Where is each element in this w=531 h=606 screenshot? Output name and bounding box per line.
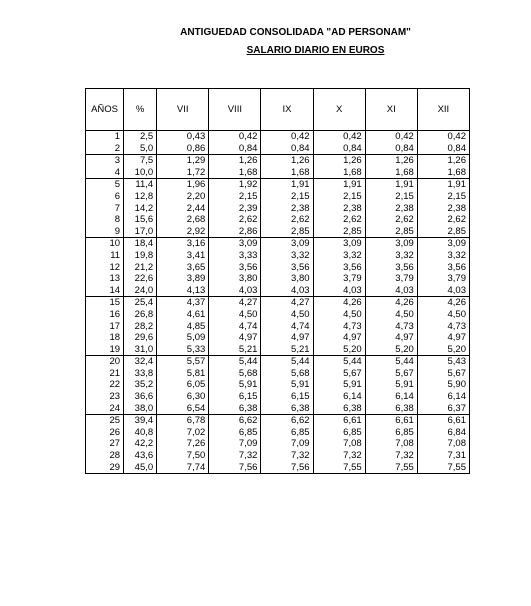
- table-cell: 6,30: [157, 391, 209, 403]
- table-cell: 26: [86, 427, 124, 439]
- table-cell: 1,68: [313, 167, 365, 179]
- table-cell: 5,0: [124, 143, 157, 155]
- table-cell: 5,67: [313, 368, 365, 380]
- table-cell: 6,84: [417, 427, 469, 439]
- table-cell: 6,15: [209, 391, 261, 403]
- table-row: [86, 155, 470, 167]
- table-cell: 36,6: [124, 391, 157, 403]
- table-cell: 21: [86, 368, 124, 380]
- table-row: [86, 250, 470, 262]
- table-cell: 17: [86, 321, 124, 333]
- table-cell: 6,37: [417, 403, 469, 415]
- table-cell: 0,84: [261, 143, 313, 155]
- table-cell: 1,91: [261, 179, 313, 191]
- table-row: [86, 238, 470, 250]
- table-cell: 7,32: [261, 450, 313, 462]
- table-row: [86, 356, 470, 368]
- table-cell: 7,55: [417, 462, 469, 474]
- table-row: [86, 427, 470, 439]
- table-cell: 0,42: [261, 131, 313, 143]
- table-cell: 1,26: [313, 155, 365, 167]
- table-cell: 2,44: [157, 203, 209, 215]
- table-cell: 5,43: [417, 356, 469, 368]
- table-cell: 3: [86, 155, 124, 167]
- table-cell: 2: [86, 143, 124, 155]
- table-cell: 4,74: [261, 321, 313, 333]
- table-cell: 1,68: [261, 167, 313, 179]
- table-cell: 3,56: [209, 262, 261, 274]
- table-cell: 4,61: [157, 309, 209, 321]
- table-cell: 10,0: [124, 167, 157, 179]
- table-cell: 6,85: [365, 427, 417, 439]
- header-vii: VII: [157, 89, 209, 131]
- table-cell: 2,86: [209, 226, 261, 238]
- table-cell: 1,29: [157, 155, 209, 167]
- table-cell: 7: [86, 203, 124, 215]
- table-cell: 5,91: [365, 379, 417, 391]
- table-cell: 5,09: [157, 332, 209, 344]
- header-anos: AÑOS: [86, 89, 124, 131]
- table-cell: 4,74: [209, 321, 261, 333]
- table-cell: 32,4: [124, 356, 157, 368]
- header-percent: %: [124, 89, 157, 131]
- table-cell: 0,43: [157, 131, 209, 143]
- header-x: X: [313, 89, 365, 131]
- table-cell: 10: [86, 238, 124, 250]
- table-cell: 1,91: [365, 179, 417, 191]
- table-cell: 35,2: [124, 379, 157, 391]
- table-cell: 1,26: [209, 155, 261, 167]
- table-cell: 6,14: [417, 391, 469, 403]
- table-cell: 2,85: [313, 226, 365, 238]
- table-cell: 5,44: [209, 356, 261, 368]
- table-cell: 7,74: [157, 462, 209, 474]
- document-subtitle: [0, 45, 531, 56]
- table-cell: 7,55: [313, 462, 365, 474]
- table-cell: 6,38: [209, 403, 261, 415]
- table-cell: 7,55: [365, 462, 417, 474]
- table-cell: 5,68: [261, 368, 313, 380]
- table-cell: 43,6: [124, 450, 157, 462]
- table-row: [86, 273, 470, 285]
- table-cell: 0,42: [209, 131, 261, 143]
- table-cell: 4,50: [209, 309, 261, 321]
- salary-table: [85, 88, 470, 474]
- table-cell: 3,56: [313, 262, 365, 274]
- table-cell: 4,73: [365, 321, 417, 333]
- table-cell: 4,03: [313, 285, 365, 297]
- table-cell: 2,38: [417, 203, 469, 215]
- table-cell: 7,08: [313, 438, 365, 450]
- table-cell: 38,0: [124, 403, 157, 415]
- table-cell: 3,32: [313, 250, 365, 262]
- table-row: [86, 191, 470, 203]
- table-cell: 0,84: [417, 143, 469, 155]
- table-cell: 2,85: [261, 226, 313, 238]
- table-cell: 1,92: [209, 179, 261, 191]
- table-cell: 6,62: [209, 415, 261, 427]
- table-cell: 3,32: [417, 250, 469, 262]
- table-cell: 22,6: [124, 273, 157, 285]
- table-cell: 5,44: [261, 356, 313, 368]
- table-cell: 8: [86, 214, 124, 226]
- table-cell: 5,91: [261, 379, 313, 391]
- table-cell: 5,67: [365, 368, 417, 380]
- table-cell: 5,20: [365, 344, 417, 356]
- table-row: [86, 332, 470, 344]
- table-cell: 3,80: [209, 273, 261, 285]
- table-cell: 11: [86, 250, 124, 262]
- table-cell: 3,56: [417, 262, 469, 274]
- table-cell: 2,15: [417, 191, 469, 203]
- table-cell: 3,09: [365, 238, 417, 250]
- table-cell: 4,73: [417, 321, 469, 333]
- table-cell: 2,68: [157, 214, 209, 226]
- table-cell: 3,09: [417, 238, 469, 250]
- table-cell: 14,2: [124, 203, 157, 215]
- table-cell: 5,91: [209, 379, 261, 391]
- table-cell: 1,96: [157, 179, 209, 191]
- table-row: [86, 438, 470, 450]
- header-viii: VIII: [209, 89, 261, 131]
- table-cell: 7,08: [365, 438, 417, 450]
- table-cell: 18: [86, 332, 124, 344]
- table-cell: 4,26: [417, 297, 469, 309]
- table-cell: 2,15: [365, 191, 417, 203]
- table-cell: 9: [86, 226, 124, 238]
- table-cell: 7,26: [157, 438, 209, 450]
- table-row: [86, 262, 470, 274]
- table-cell: 7,31: [417, 450, 469, 462]
- table-cell: 0,42: [365, 131, 417, 143]
- table-cell: 1,91: [313, 179, 365, 191]
- table-cell: 4,97: [313, 332, 365, 344]
- table-row: [86, 379, 470, 391]
- table-cell: 6,61: [417, 415, 469, 427]
- table-cell: 11,4: [124, 179, 157, 191]
- table-cell: 28,2: [124, 321, 157, 333]
- header-xi: XI: [365, 89, 417, 131]
- table-cell: 6,14: [365, 391, 417, 403]
- table-cell: 3,79: [365, 273, 417, 285]
- table-cell: 7,32: [313, 450, 365, 462]
- table-cell: 12,8: [124, 191, 157, 203]
- table-cell: 15,6: [124, 214, 157, 226]
- subtitle-text: SALARIO DIARIO EN EUROS: [246, 45, 385, 56]
- table-cell: 0,84: [209, 143, 261, 155]
- table-row: [86, 131, 470, 143]
- table-cell: 4,50: [417, 309, 469, 321]
- table-row: [86, 344, 470, 356]
- table-cell: 27: [86, 438, 124, 450]
- table-cell: 2,62: [209, 214, 261, 226]
- table-cell: 0,84: [365, 143, 417, 155]
- table-cell: 3,33: [209, 250, 261, 262]
- table-cell: 1,26: [417, 155, 469, 167]
- table-row: [86, 450, 470, 462]
- table-cell: 4,26: [313, 297, 365, 309]
- table-cell: 0,42: [417, 131, 469, 143]
- table-cell: 3,09: [313, 238, 365, 250]
- table-cell: 7,56: [209, 462, 261, 474]
- table-row: [86, 403, 470, 415]
- table-cell: 26,8: [124, 309, 157, 321]
- table-cell: 5,21: [209, 344, 261, 356]
- table-cell: 6,85: [261, 427, 313, 439]
- table-cell: 23: [86, 391, 124, 403]
- table-cell: 2,85: [365, 226, 417, 238]
- table-cell: 20: [86, 356, 124, 368]
- table-cell: 42,2: [124, 438, 157, 450]
- table-cell: 24: [86, 403, 124, 415]
- table-cell: 1,72: [157, 167, 209, 179]
- table-cell: 7,09: [209, 438, 261, 450]
- table-row: [86, 368, 470, 380]
- table-cell: 6,61: [365, 415, 417, 427]
- table-cell: 6,38: [261, 403, 313, 415]
- table-row: [86, 143, 470, 155]
- table-cell: 3,89: [157, 273, 209, 285]
- table-cell: 6,14: [313, 391, 365, 403]
- table-cell: 5,81: [157, 368, 209, 380]
- table-cell: 25,4: [124, 297, 157, 309]
- table-cell: 7,02: [157, 427, 209, 439]
- table-cell: 33,8: [124, 368, 157, 380]
- table-cell: 2,15: [313, 191, 365, 203]
- table-cell: 4,97: [209, 332, 261, 344]
- table-cell: 7,32: [365, 450, 417, 462]
- table-cell: 4,73: [313, 321, 365, 333]
- table-row: [86, 297, 470, 309]
- table-cell: 18,4: [124, 238, 157, 250]
- table-cell: 3,80: [261, 273, 313, 285]
- table-cell: 15: [86, 297, 124, 309]
- table-row: [86, 462, 470, 474]
- table-cell: 3,09: [261, 238, 313, 250]
- table-cell: 2,38: [313, 203, 365, 215]
- table-cell: 2,62: [261, 214, 313, 226]
- table-cell: 3,41: [157, 250, 209, 262]
- table-row: [86, 415, 470, 427]
- table-row: [86, 321, 470, 333]
- table-cell: 1,26: [365, 155, 417, 167]
- table-cell: 3,56: [365, 262, 417, 274]
- table-cell: 0,84: [313, 143, 365, 155]
- table-cell: 2,20: [157, 191, 209, 203]
- table-cell: 3,56: [261, 262, 313, 274]
- table-cell: 2,62: [313, 214, 365, 226]
- table-cell: 16: [86, 309, 124, 321]
- table-row: [86, 391, 470, 403]
- table-cell: 5,44: [313, 356, 365, 368]
- table-cell: 17,0: [124, 226, 157, 238]
- table-cell: 3,32: [261, 250, 313, 262]
- table-cell: 31,0: [124, 344, 157, 356]
- table-cell: 2,5: [124, 131, 157, 143]
- table-cell: 7,5: [124, 155, 157, 167]
- table-cell: 7,56: [261, 462, 313, 474]
- table-cell: 0,86: [157, 143, 209, 155]
- table-cell: 6,85: [209, 427, 261, 439]
- table-cell: 12: [86, 262, 124, 274]
- table-cell: 1,68: [365, 167, 417, 179]
- table-cell: 39,4: [124, 415, 157, 427]
- table-cell: 7,32: [209, 450, 261, 462]
- table-cell: 1,26: [261, 155, 313, 167]
- table-cell: 6,85: [313, 427, 365, 439]
- table-cell: 6,38: [365, 403, 417, 415]
- table-cell: 29: [86, 462, 124, 474]
- table-cell: 5,68: [209, 368, 261, 380]
- table-cell: 6,15: [261, 391, 313, 403]
- table-cell: 24,0: [124, 285, 157, 297]
- table-header-row: [86, 89, 470, 131]
- table-cell: 0,42: [313, 131, 365, 143]
- table-cell: 25: [86, 415, 124, 427]
- table-row: [86, 179, 470, 191]
- table-row: [86, 203, 470, 215]
- table-cell: 5,21: [261, 344, 313, 356]
- table-cell: 2,39: [209, 203, 261, 215]
- table-cell: 5,90: [417, 379, 469, 391]
- table-cell: 1,68: [209, 167, 261, 179]
- table-cell: 4,03: [209, 285, 261, 297]
- table-cell: 4,50: [313, 309, 365, 321]
- table-cell: 3,79: [313, 273, 365, 285]
- table-cell: 19,8: [124, 250, 157, 262]
- table-cell: 4: [86, 167, 124, 179]
- table-cell: 6: [86, 191, 124, 203]
- table-cell: 5,67: [417, 368, 469, 380]
- table-row: [86, 214, 470, 226]
- table-cell: 5,20: [417, 344, 469, 356]
- table-cell: 4,27: [209, 297, 261, 309]
- table-cell: 4,50: [261, 309, 313, 321]
- table-cell: 40,8: [124, 427, 157, 439]
- table-cell: 2,38: [365, 203, 417, 215]
- table-row: [86, 285, 470, 297]
- table-cell: 6,38: [313, 403, 365, 415]
- table-cell: 6,61: [313, 415, 365, 427]
- table-cell: 6,54: [157, 403, 209, 415]
- table-cell: 45,0: [124, 462, 157, 474]
- table-cell: 7,09: [261, 438, 313, 450]
- table-cell: 4,85: [157, 321, 209, 333]
- table-cell: 4,03: [261, 285, 313, 297]
- table-cell: 2,15: [261, 191, 313, 203]
- table-cell: 2,85: [417, 226, 469, 238]
- table-cell: 28: [86, 450, 124, 462]
- table-cell: 4,13: [157, 285, 209, 297]
- table-cell: 2,62: [417, 214, 469, 226]
- table-cell: 21,2: [124, 262, 157, 274]
- table-cell: 5,44: [365, 356, 417, 368]
- table-cell: 6,78: [157, 415, 209, 427]
- table-cell: 2,92: [157, 226, 209, 238]
- table-cell: 5: [86, 179, 124, 191]
- table-cell: 2,62: [365, 214, 417, 226]
- table-row: [86, 309, 470, 321]
- table-cell: 4,97: [417, 332, 469, 344]
- table-cell: 13: [86, 273, 124, 285]
- table-cell: 1,68: [417, 167, 469, 179]
- table-cell: 14: [86, 285, 124, 297]
- table-cell: 2,15: [209, 191, 261, 203]
- table-cell: 1,91: [417, 179, 469, 191]
- table-cell: 4,50: [365, 309, 417, 321]
- table-cell: 4,27: [261, 297, 313, 309]
- table-cell: 4,26: [365, 297, 417, 309]
- table-cell: 29,6: [124, 332, 157, 344]
- table-cell: 4,03: [417, 285, 469, 297]
- table-row: [86, 167, 470, 179]
- table-body: [86, 131, 470, 474]
- header-xii: XII: [417, 89, 469, 131]
- table-cell: 3,79: [417, 273, 469, 285]
- table-cell: 5,57: [157, 356, 209, 368]
- table-cell: 5,91: [313, 379, 365, 391]
- table-cell: 7,08: [417, 438, 469, 450]
- table-cell: 19: [86, 344, 124, 356]
- table-cell: 3,65: [157, 262, 209, 274]
- table-cell: 4,03: [365, 285, 417, 297]
- table-cell: 6,62: [261, 415, 313, 427]
- header-ix: IX: [261, 89, 313, 131]
- table-cell: 22: [86, 379, 124, 391]
- table-cell: 4,97: [365, 332, 417, 344]
- table-cell: 4,37: [157, 297, 209, 309]
- table-cell: 5,33: [157, 344, 209, 356]
- table-cell: 3,16: [157, 238, 209, 250]
- document-title: ANTIGUEDAD CONSOLIDADA "AD PERSONAM": [180, 27, 411, 38]
- table-cell: 1: [86, 131, 124, 143]
- table-cell: 5,20: [313, 344, 365, 356]
- table-cell: 3,32: [365, 250, 417, 262]
- table-cell: 7,50: [157, 450, 209, 462]
- table-row: [86, 226, 470, 238]
- table-cell: 2,38: [261, 203, 313, 215]
- table-cell: 4,97: [261, 332, 313, 344]
- table-cell: 3,09: [209, 238, 261, 250]
- table-cell: 6,05: [157, 379, 209, 391]
